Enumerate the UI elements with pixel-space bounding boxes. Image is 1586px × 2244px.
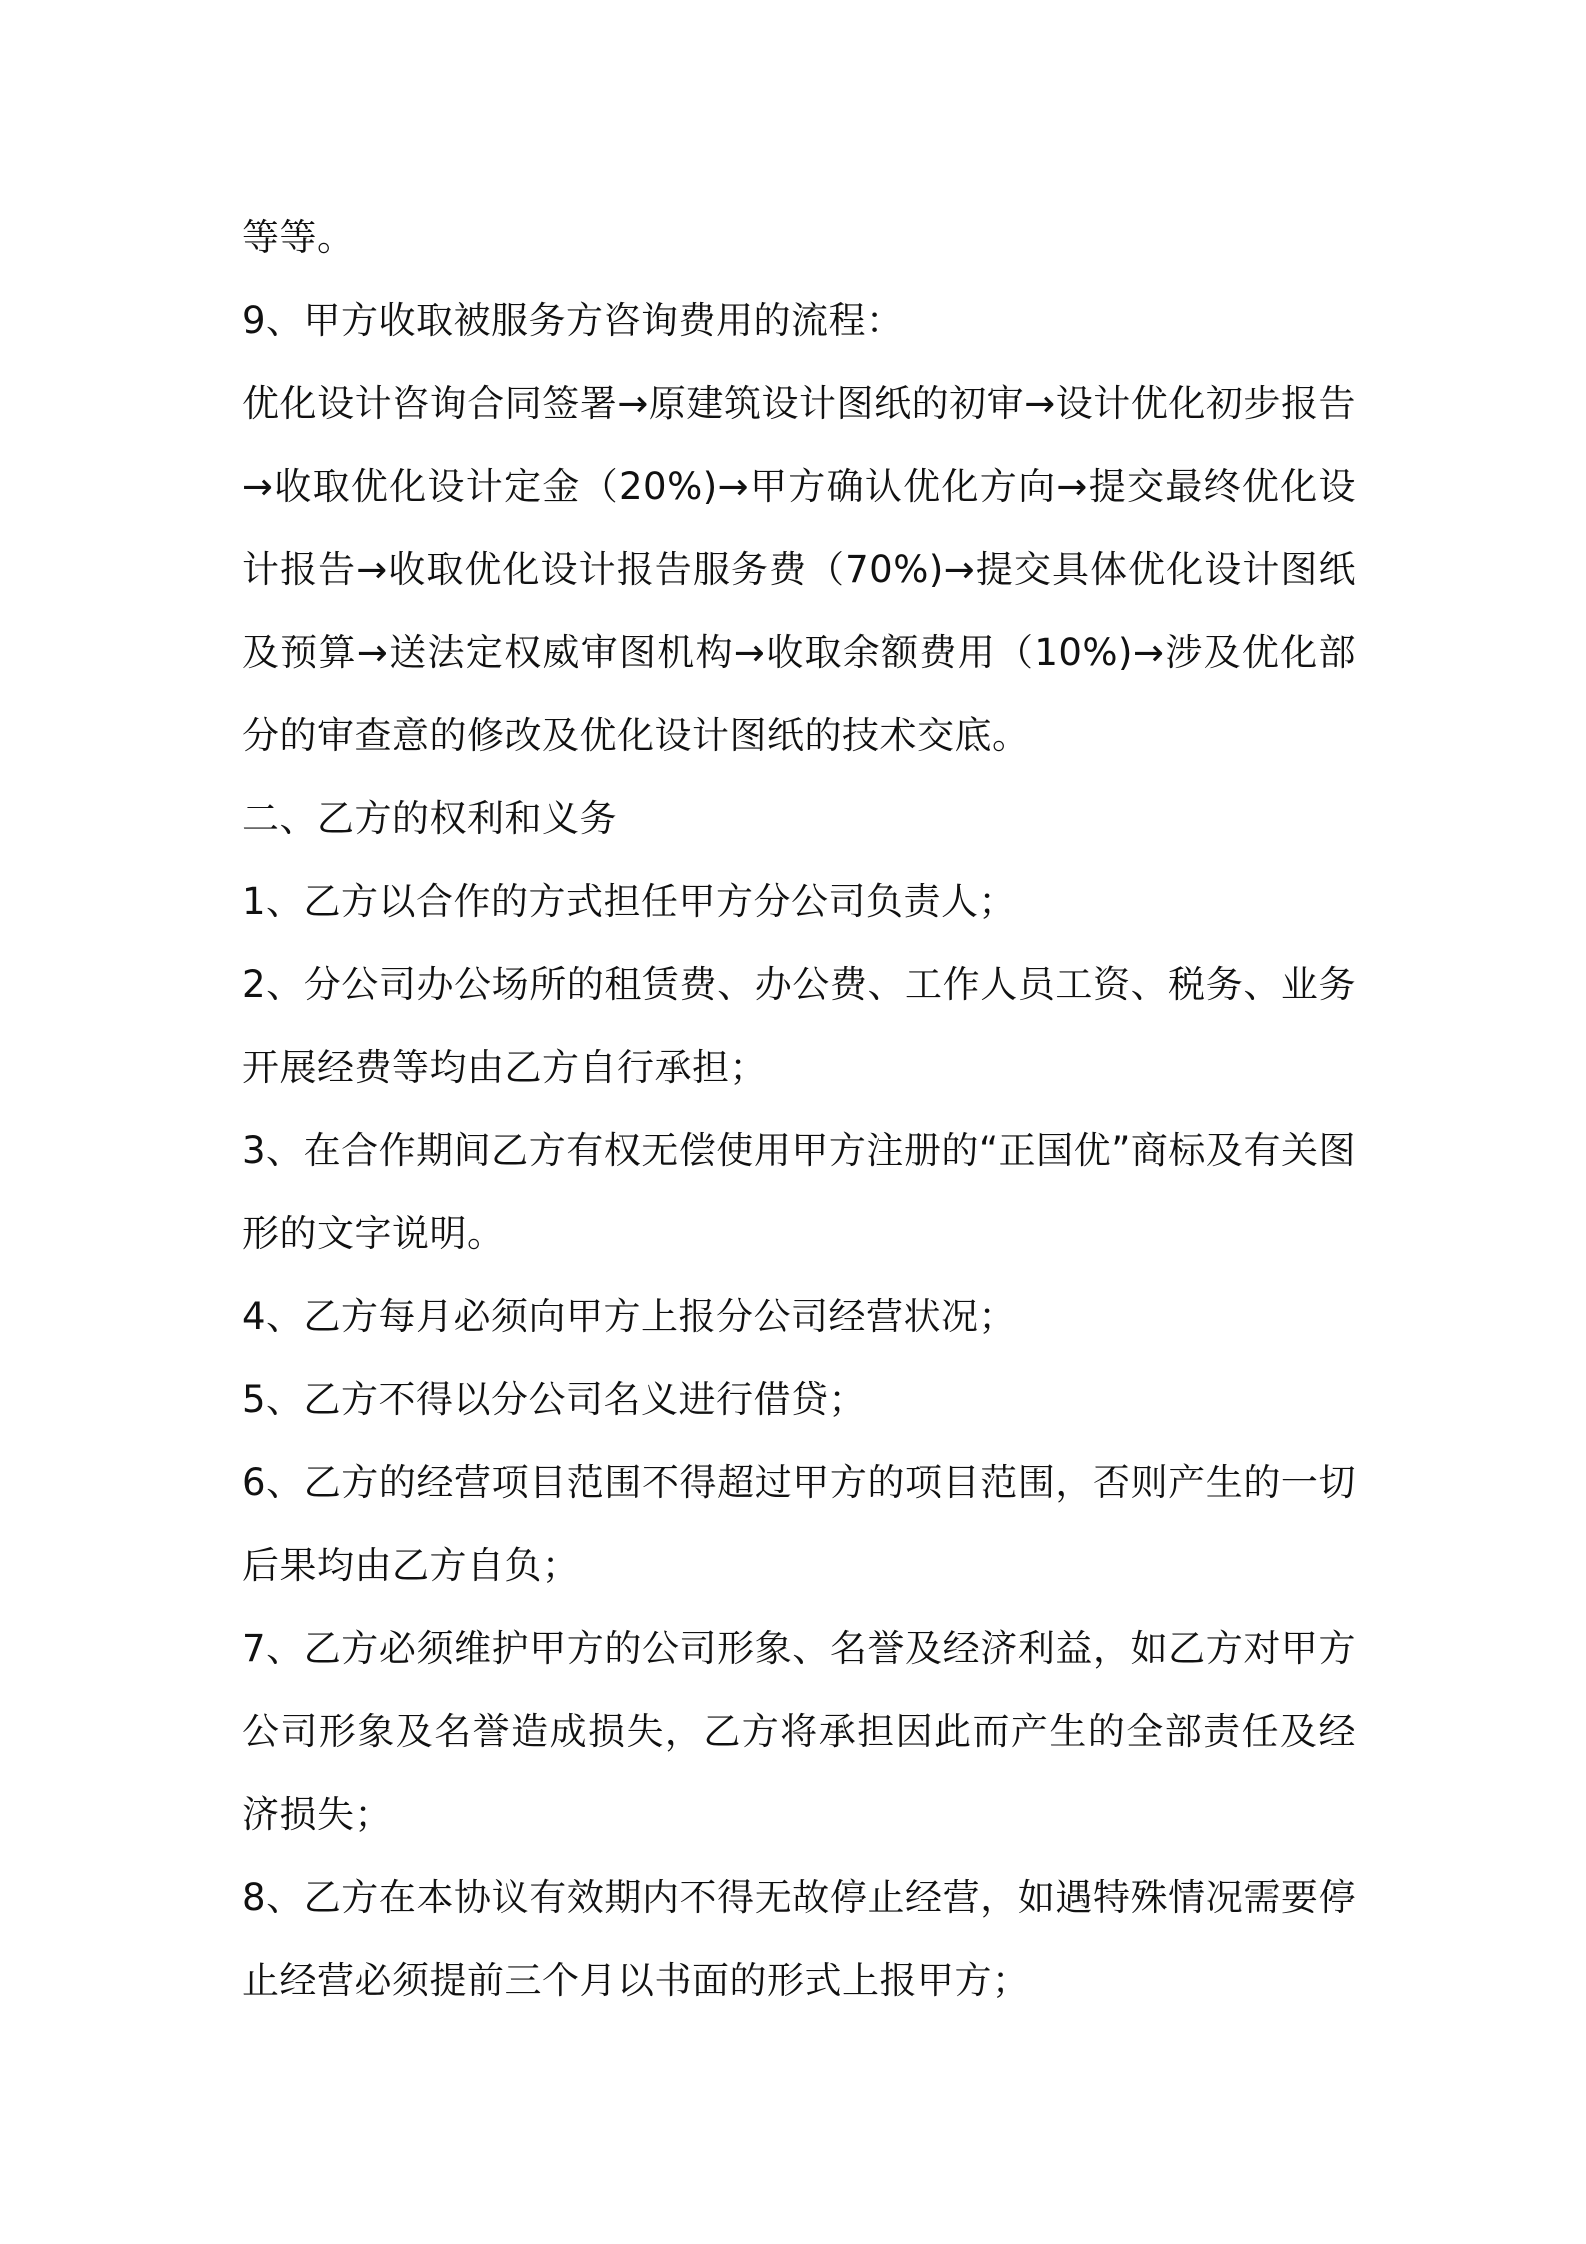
paragraph-item-9-fee-process: 9、甲方收取被服务方咨询费用的流程：: [242, 299, 904, 342]
paragraph-item-6: 6、乙方的经营项目范围不得超过甲方的项目范围，否则产生的一切后果均由乙方自负；: [242, 1461, 1356, 1587]
paragraph-item-1: 1、乙方以合作的方式担任甲方分公司负责人；: [242, 880, 1017, 923]
paragraph-item-7: 7、乙方必须维护甲方的公司形象、名誉及经济利益，如乙方对甲方公司形象及名誉造成损失，乙方将承担因此而产生的全部责任及经济损失；: [242, 1627, 1356, 1836]
paragraph-item-5: 5、乙方不得以分公司名义进行借贷；: [242, 1378, 867, 1421]
section-heading-party-b-rights: 二、乙方的权利和义务: [242, 797, 617, 840]
paragraph-item-8: 8、乙方在本协议有效期内不得无故停止经营，如遇特殊情况需要停止经营必须提前三个月以书面的形式上报甲方；: [242, 1876, 1356, 2002]
paragraph-item-2: 2、分公司办公场所的租赁费、办公费、工作人员工资、税务、业务开展经费等均由乙方自行承担；: [242, 963, 1356, 1089]
paragraph-continuation: 等等。: [242, 216, 355, 259]
document-body: [242, 196, 1356, 2022]
paragraph-item-4: 4、乙方每月必须向甲方上报分公司经营状况；: [242, 1295, 1017, 1338]
paragraph-fee-process-flow: 优化设计咨询合同签署→原建筑设计图纸的初审→设计优化初步报告→收取优化设计定金（20%)→甲方确认优化方向→提交最终优化设计报告→收取优化设计报告服务费（70%)→提交具体优化设计图纸及预算→送法定权威审图机构→收取余额费用（10%)→涉及优化部分的审查意的修改及优化设计图纸的技术交底。: [242, 382, 1356, 757]
paragraph-item-3: 3、在合作期间乙方有权无偿使用甲方注册的“正国优”商标及有关图形的文字说明。: [242, 1129, 1356, 1255]
